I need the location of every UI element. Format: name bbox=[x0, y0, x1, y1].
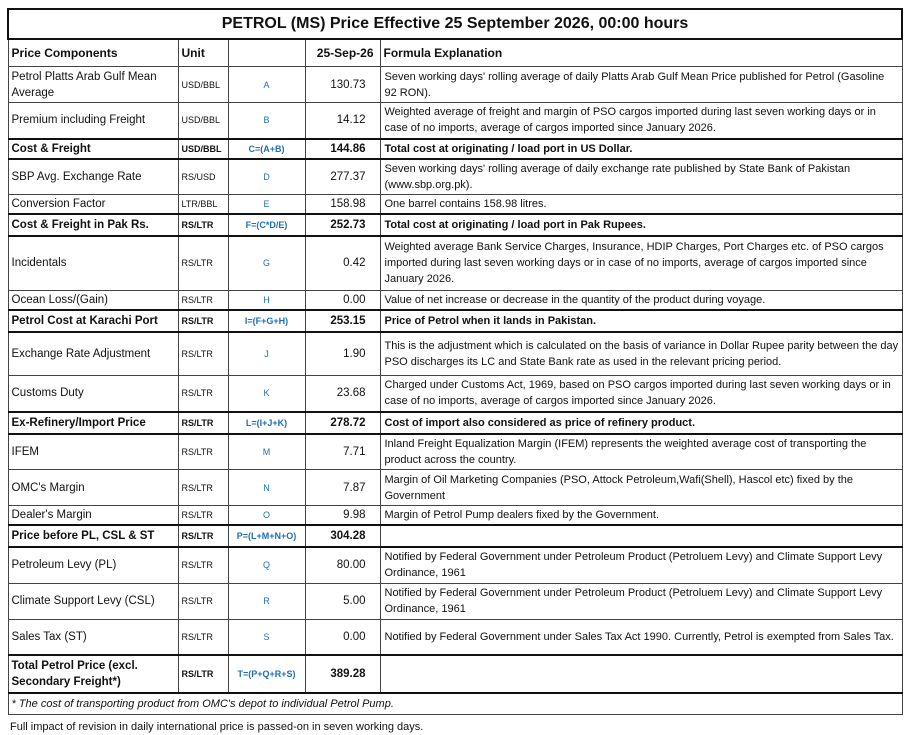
row-component: Cost & Freight bbox=[8, 139, 178, 159]
row-component: Premium including Freight bbox=[8, 103, 178, 139]
table-row bbox=[8, 655, 902, 693]
row-component: Sales Tax (ST) bbox=[8, 619, 178, 655]
row-formula: Margin of Petrol Pump dealers fixed by the Government. bbox=[380, 506, 902, 526]
row-value: 7.87 bbox=[305, 470, 380, 506]
header-price-components: Price Components bbox=[8, 39, 178, 67]
row-unit: RS/LTR bbox=[178, 290, 228, 310]
row-component: Ocean Loss/(Gain) bbox=[8, 290, 178, 310]
row-code: L=(I+J+K) bbox=[228, 412, 305, 434]
row-value: 277.37 bbox=[305, 159, 380, 195]
row-code: T=(P+Q+R+S) bbox=[228, 655, 305, 693]
row-code: R bbox=[228, 583, 305, 619]
table-row bbox=[8, 236, 902, 290]
row-formula: Weighted average Bank Service Charges, Insurance, HDIP Charges, Port Charges etc. of PSO cargos imported during last seven working days or in case of no imports, average of cargos imported since January 2026. bbox=[380, 236, 902, 290]
row-component: Petrol Platts Arab Gulf Mean Average bbox=[8, 67, 178, 103]
footer-text: Full impact of revision in daily international price is passed-on in seven working days. bbox=[10, 721, 424, 733]
table-row bbox=[8, 195, 902, 215]
row-formula: Seven working days' rolling average of daily exchange rate published by State Bank of Pakistan (www.sbp.org.pk). bbox=[380, 159, 902, 195]
row-component: Conversion Factor bbox=[8, 195, 178, 215]
row-component: Petroleum Levy (PL) bbox=[8, 547, 178, 583]
row-code: A bbox=[228, 67, 305, 103]
row-value: 23.68 bbox=[305, 376, 380, 412]
table-body bbox=[8, 67, 902, 694]
table-row bbox=[8, 159, 902, 195]
row-unit: RS/LTR bbox=[178, 470, 228, 506]
table-row bbox=[8, 214, 902, 236]
row-formula: Notified by Federal Government under Petroleum Product (Petroluem Levy) and Climate Support Levy Ordinance, 1961 bbox=[380, 583, 902, 619]
row-value: 144.86 bbox=[305, 139, 380, 159]
row-unit: RS/LTR bbox=[178, 214, 228, 236]
row-code: H bbox=[228, 290, 305, 310]
header-formula: Formula Explanation bbox=[380, 39, 902, 67]
row-code: J bbox=[228, 332, 305, 376]
table-header-row bbox=[8, 39, 902, 67]
row-value: 5.00 bbox=[305, 583, 380, 619]
row-unit: RS/LTR bbox=[178, 376, 228, 412]
table-row bbox=[8, 332, 902, 376]
row-unit: RS/USD bbox=[178, 159, 228, 195]
row-value: 253.15 bbox=[305, 310, 380, 332]
row-formula: Total cost at originating / load port in Pak Rupees. bbox=[380, 214, 902, 236]
row-value: 0.00 bbox=[305, 619, 380, 655]
row-component: Price before PL, CSL & ST bbox=[8, 525, 178, 547]
row-code: M bbox=[228, 434, 305, 470]
table-row bbox=[8, 434, 902, 470]
table-row bbox=[8, 310, 902, 332]
row-unit: RS/LTR bbox=[178, 619, 228, 655]
row-unit: USD/BBL bbox=[178, 103, 228, 139]
row-component: Ex-Refinery/Import Price bbox=[8, 412, 178, 434]
row-unit: RS/LTR bbox=[178, 583, 228, 619]
row-unit: RS/LTR bbox=[178, 434, 228, 470]
row-code: D bbox=[228, 159, 305, 195]
table-row bbox=[8, 547, 902, 583]
row-formula bbox=[380, 655, 902, 693]
row-unit: RS/LTR bbox=[178, 525, 228, 547]
row-unit: RS/LTR bbox=[178, 236, 228, 290]
table-row bbox=[8, 619, 902, 655]
row-formula: Notified by Federal Government under Petroleum Product (Petroluem Levy) and Climate Support Levy Ordinance, 1961 bbox=[380, 547, 902, 583]
header-date: 25-Sep-26 bbox=[305, 39, 380, 67]
table-row bbox=[8, 103, 902, 139]
row-value: 0.42 bbox=[305, 236, 380, 290]
row-code: E bbox=[228, 195, 305, 215]
row-code: F=(C*D/E) bbox=[228, 214, 305, 236]
price-sheet bbox=[7, 8, 901, 715]
row-code: I=(F+G+H) bbox=[228, 310, 305, 332]
row-formula: Inland Freight Equalization Margin (IFEM) represents the weighted average cost of transporting the product across the country. bbox=[380, 434, 902, 470]
row-formula: One barrel contains 158.98 litres. bbox=[380, 195, 902, 215]
row-component: SBP Avg. Exchange Rate bbox=[8, 159, 178, 195]
row-formula: Seven working days' rolling average of daily Platts Arab Gulf Mean Price published for Petrol (Gasoline 92 RON). bbox=[380, 67, 902, 103]
header-code bbox=[228, 39, 305, 67]
row-formula: Cost of import also considered as price of refinery product. bbox=[380, 412, 902, 434]
row-component: Exchange Rate Adjustment bbox=[8, 332, 178, 376]
table-row bbox=[8, 376, 902, 412]
page-title: PETROL (MS) Price Effective 25 September 2026, 00:00 hours bbox=[8, 9, 902, 39]
row-formula: Price of Petrol when it lands in Pakistan. bbox=[380, 310, 902, 332]
row-formula: Total cost at originating / load port in US Dollar. bbox=[380, 139, 902, 159]
table-row bbox=[8, 470, 902, 506]
row-component: OMC's Margin bbox=[8, 470, 178, 506]
row-unit: RS/LTR bbox=[178, 412, 228, 434]
row-code: Q bbox=[228, 547, 305, 583]
table-row bbox=[8, 412, 902, 434]
table-row bbox=[8, 583, 902, 619]
row-code: N bbox=[228, 470, 305, 506]
row-value: 9.98 bbox=[305, 506, 380, 526]
row-unit: RS/LTR bbox=[178, 506, 228, 526]
row-value: 130.73 bbox=[305, 67, 380, 103]
row-code: P=(L+M+N+O) bbox=[228, 525, 305, 547]
row-component: Climate Support Levy (CSL) bbox=[8, 583, 178, 619]
row-formula: Margin of Oil Marketing Companies (PSO, Attock Petroleum,Wafi(Shell), Hascol etc) fixed by the Government bbox=[380, 470, 902, 506]
table-row bbox=[8, 525, 902, 547]
row-unit: RS/LTR bbox=[178, 310, 228, 332]
price-table bbox=[7, 8, 903, 715]
row-code: B bbox=[228, 103, 305, 139]
row-component: IFEM bbox=[8, 434, 178, 470]
row-value: 7.71 bbox=[305, 434, 380, 470]
row-unit: RS/LTR bbox=[178, 655, 228, 693]
row-formula: Value of net increase or decrease in the quantity of the product during voyage. bbox=[380, 290, 902, 310]
header-unit: Unit bbox=[178, 39, 228, 67]
row-value: 389.28 bbox=[305, 655, 380, 693]
row-unit: USD/BBL bbox=[178, 139, 228, 159]
row-value: 1.90 bbox=[305, 332, 380, 376]
row-code: G bbox=[228, 236, 305, 290]
row-code: O bbox=[228, 506, 305, 526]
row-component: Cost & Freight in Pak Rs. bbox=[8, 214, 178, 236]
row-formula bbox=[380, 525, 902, 547]
row-value: 158.98 bbox=[305, 195, 380, 215]
row-formula: Notified by Federal Government under Sales Tax Act 1990. Currently, Petrol is exempted from Sales Tax. bbox=[380, 619, 902, 655]
row-unit: USD/BBL bbox=[178, 67, 228, 103]
row-value: 80.00 bbox=[305, 547, 380, 583]
table-row bbox=[8, 290, 902, 310]
row-formula: Weighted average of freight and margin of PSO cargos imported during last seven working days or in case of no imports, average of cargos imported since January 2026. bbox=[380, 103, 902, 139]
row-value: 304.28 bbox=[305, 525, 380, 547]
row-value: 0.00 bbox=[305, 290, 380, 310]
row-value: 14.12 bbox=[305, 103, 380, 139]
row-code: C=(A+B) bbox=[228, 139, 305, 159]
row-unit: RS/LTR bbox=[178, 547, 228, 583]
row-code: K bbox=[228, 376, 305, 412]
row-unit: LTR/BBL bbox=[178, 195, 228, 215]
row-component: Incidentals bbox=[8, 236, 178, 290]
footnote: * The cost of transporting product from OMC's depot to individual Petrol Pump. bbox=[8, 693, 902, 715]
row-component: Total Petrol Price (excl. Secondary Freight*) bbox=[8, 655, 178, 693]
table-row bbox=[8, 67, 902, 103]
row-formula: Charged under Customs Act, 1969, based on PSO cargos imported during last seven working days or in case of no imports, average of cargos imported since January 2026. bbox=[380, 376, 902, 412]
row-component: Dealer's Margin bbox=[8, 506, 178, 526]
row-formula: This is the adjustment which is calculated on the basis of variance in Dollar Rupee parity between the day PSO discharges its LC and State Bank rate as used in the relevant pricing period. bbox=[380, 332, 902, 376]
table-row bbox=[8, 139, 902, 159]
row-value: 278.72 bbox=[305, 412, 380, 434]
row-code: S bbox=[228, 619, 305, 655]
row-value: 252.73 bbox=[305, 214, 380, 236]
row-component: Customs Duty bbox=[8, 376, 178, 412]
row-unit: RS/LTR bbox=[178, 332, 228, 376]
table-row bbox=[8, 506, 902, 526]
row-component: Petrol Cost at Karachi Port bbox=[8, 310, 178, 332]
